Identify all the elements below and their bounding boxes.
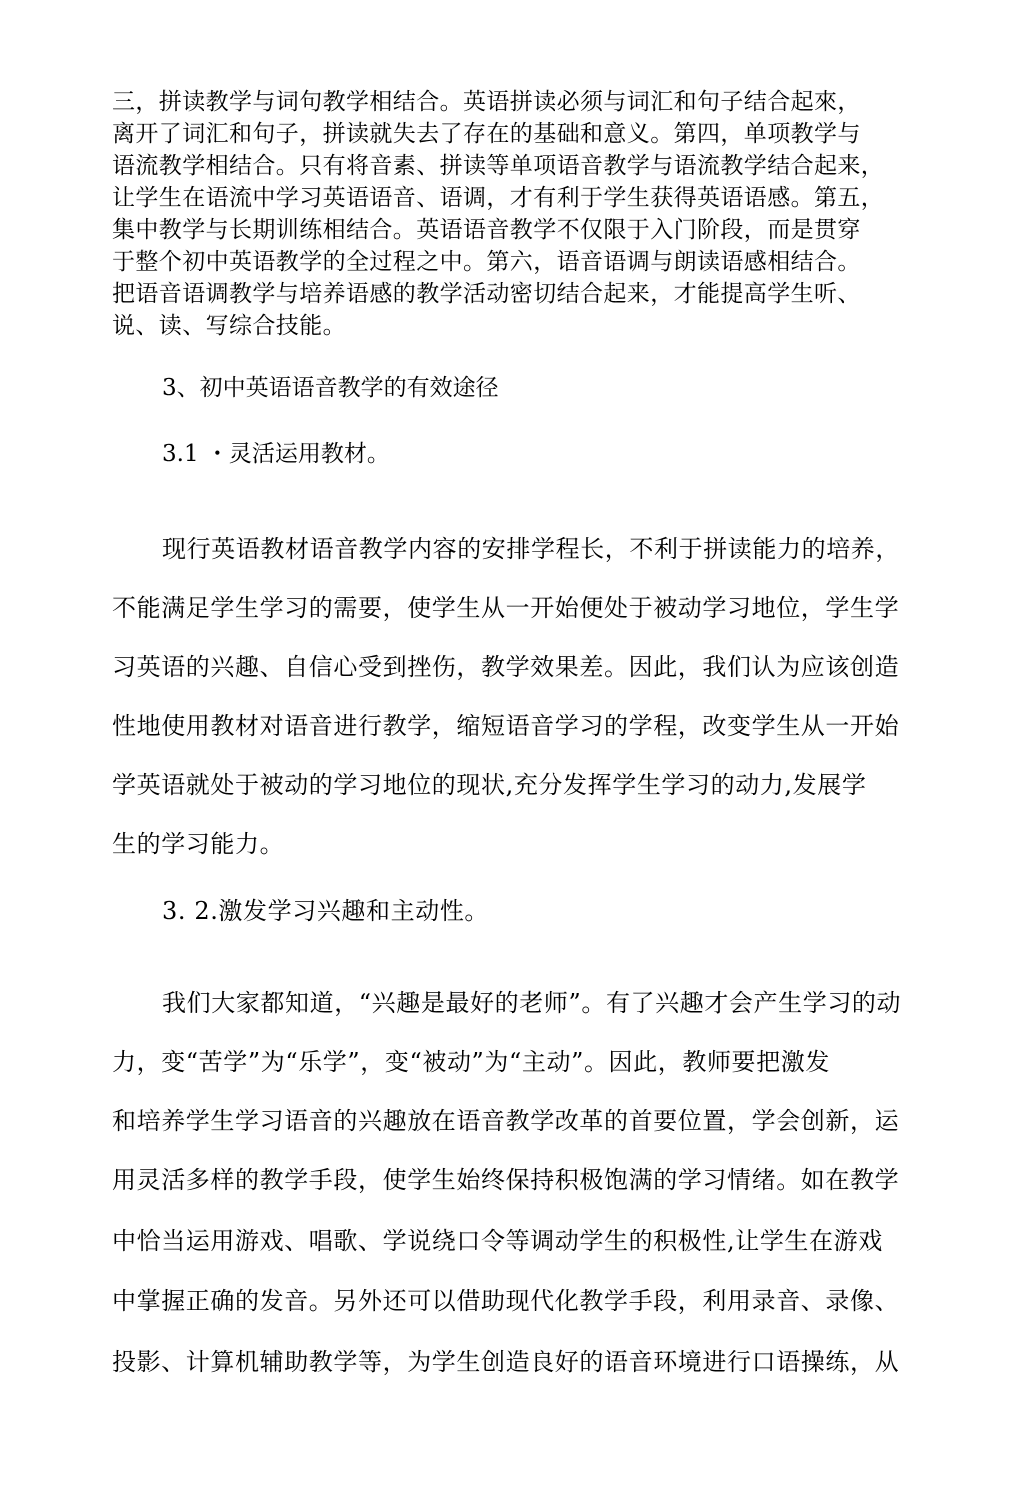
para2-line: 现行英语教材语音教学内容的安排学程长，不利于拼读能力的培养， — [162, 535, 900, 563]
para2-line: 性地使用教材对语音进行教学，缩短语音学习的学程，改变学生从一开始 — [112, 712, 900, 740]
para2-line: 不能满足学生学习的需要，使学生从一开始便处于被动学习地位，学生学 — [112, 594, 900, 622]
para1-line: 让学生在语流中学习英语语音、语调，才有利于学生获得英语语感。第五， — [112, 185, 885, 211]
para3-line: 力，变“苦学”为“乐学”，变“被动”为“主动”。因此，教师要把激发 — [112, 1048, 830, 1076]
para3-line: 中掌握正确的发音。另外还可以借助现代化教学手段，利用录音、录像、 — [112, 1287, 900, 1315]
para1-line: 语流教学相结合。只有将音素、拼读等单项语音教学与语流教学结合起来， — [112, 153, 885, 179]
para3-line: 投影、计算机辅助教学等，为学生创造良好的语音环境进行口语操练，从 — [112, 1348, 900, 1376]
subsection-heading: 3.1 ・灵活运用教材。 — [162, 441, 390, 467]
para3-line: 和培养学生学习语音的兴趣放在语音教学改革的首要位置，学会创新，运 — [112, 1107, 900, 1135]
subsection-heading: 3. 2.激发学习兴趣和主动性。 — [162, 897, 490, 925]
para3-line: 用灵活多样的教学手段，使学生始终保持积极饱满的学习情绪。如在教学 — [112, 1166, 900, 1194]
para1-line: 离开了词汇和句子，拼读就失去了存在的基础和意义。第四，单项教学与 — [112, 121, 861, 147]
para2-line: 习英语的兴趣、自信心受到挫伤，教学效果差。因此，我们认为应该创造 — [112, 653, 900, 681]
para1-line: 于整个初中英语教学的全过程之中。第六，语音语调与朗读语感相结合。 — [112, 249, 861, 275]
para1-line: 三，拼读教学与词句教学相结合。英语拼读必须与词汇和句子结合起來， — [112, 89, 861, 115]
para2-line: 学英语就处于被动的学习地位的现状,充分发挥学生学习的动力,发展学 — [112, 771, 867, 799]
para3-line: 我们大家都知道，“兴趣是最好的老师”。有了兴趣才会产生学习的动 — [162, 989, 902, 1017]
para3-line: 中恰当运用游戏、唱歌、学说绕口令等调动学生的积极性,让学生在游戏 — [112, 1227, 883, 1255]
para2-line: 生的学习能力。 — [112, 830, 285, 858]
para1-line: 把语音语调教学与培养语感的教学活动密切结合起来，才能提高学生听、 — [112, 281, 861, 307]
section-heading: 3、初中英语语音教学的有效途径 — [162, 375, 499, 401]
para1-line: 集中教学与长期训练相结合。英语语音教学不仅限于入门阶段，而是贯穿 — [112, 217, 861, 243]
para1-line: 说、读、写综合技能。 — [112, 313, 346, 339]
